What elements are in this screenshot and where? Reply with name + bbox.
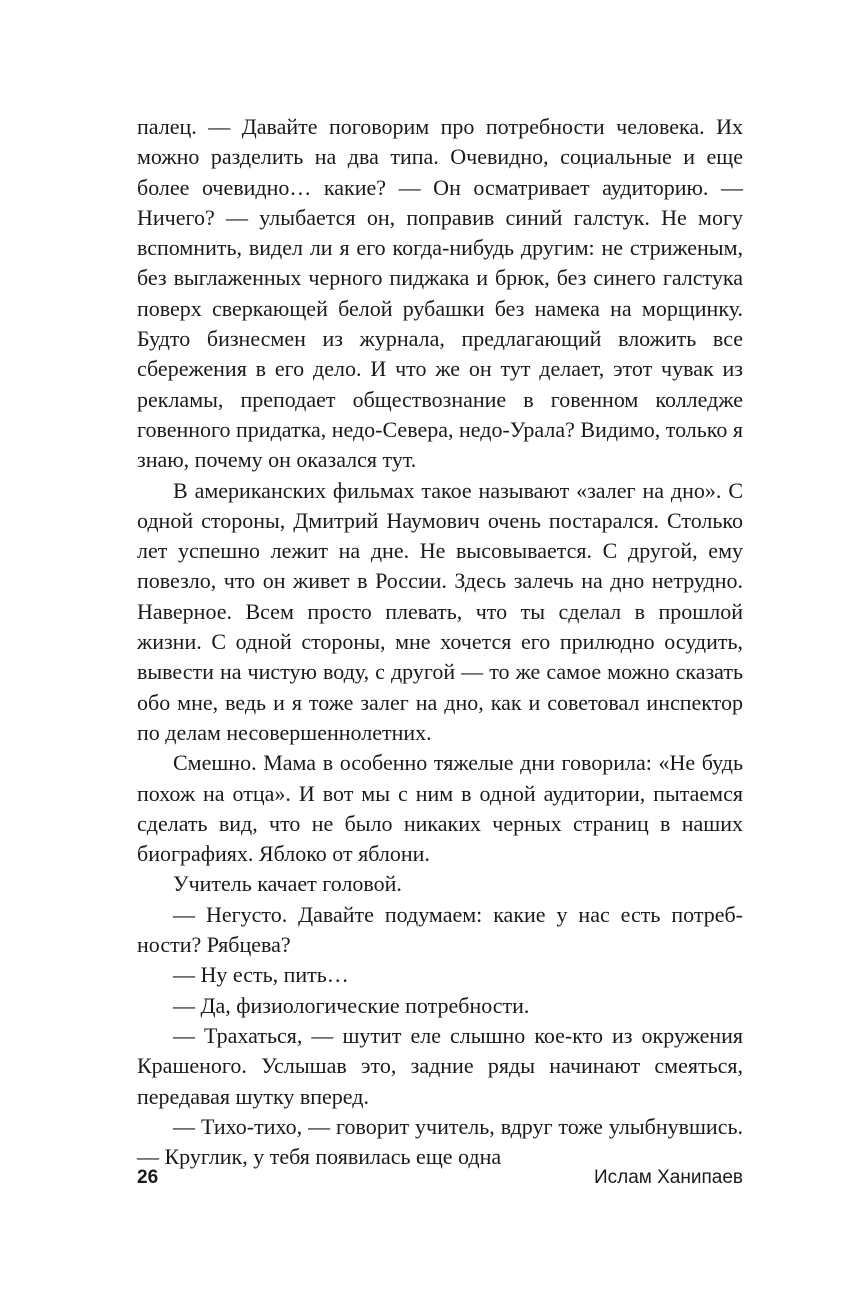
paragraph-1: палец. — Давайте поговорим про потребности человека. Их можно разделить на два типа. Очевидно, социальные и еще более очевидно… какие? — Он осматривает аудиторию. — Ничего? — улыбается он, поправив синий галстук. Не могу вспомнить, видел ли я его когда-нибудь другим: не стриженым, без выглаженных черного пиджака и брюк, без синего галстука поверх сверкающей белой рубашки без намека на морщинку. Будто бизнесмен из журнала, предлагающий вложить все сбережения в его дело. И что же он тут делает, этот чувак из рекламы, преподает обществознание в говенном колледже говенного придатка, недо-Севера, недо-Урала? Видимо, только я знаю, почему он оказался тут. xyxy=(137,114,743,473)
page-text xyxy=(137,112,743,1172)
paragraph-5: — Негусто. Давайте подумаем: какие у нас есть потребности? Рябцева? xyxy=(137,901,743,958)
paragraph-4: Учитель качает головой. xyxy=(173,871,402,897)
page-footer xyxy=(137,1167,743,1197)
paragraph-9: — Тихо-тихо, — говорит учитель, вдруг тоже улыбнувшись. — Круглик, у тебя появилась еще одна xyxy=(137,1113,743,1170)
page-number: 26 xyxy=(137,1167,159,1188)
paragraph-2: В американских фильмах такое называют «залег на дно». С одной стороны, Дмитрий Наумович очень постарался. Столько лет успешно лежит на дне. Не высовывается. С другой, ему повезло, что он живет в России. Здесь залечь на дно нетрудно. Наверное. Всем просто плевать, что ты сделал в прошлой жизни. С одной стороны, мне хочется его прилюдно осудить, вывести на чистую воду, с другой — то же самое можно сказать обо мне, ведь и я тоже залег на дно, как и советовал инспектор по делам несовершеннолетних. xyxy=(137,477,743,745)
running-footer-author: Ислам Ханипаев xyxy=(593,1167,743,1188)
paragraph-3: Смешно. Мама в особенно тяжелые дни говорила: «Не будь похож на отца». И вот мы с ним в одной аудитории, пытаемся сделать вид, что не было никаких черных страниц в наших биографиях. Яблоко от яблони. xyxy=(137,750,743,867)
paragraph-8: — Трахаться, — шутит еле слышно кое-кто из окружения Крашеного. Услышав это, задние ряды начинают смеяться, передавая шутку вперед. xyxy=(137,1022,743,1109)
paragraph-7: — Да, физиологические потребности. xyxy=(173,992,530,1018)
paragraph-6: — Ну есть, пить… xyxy=(173,962,349,988)
